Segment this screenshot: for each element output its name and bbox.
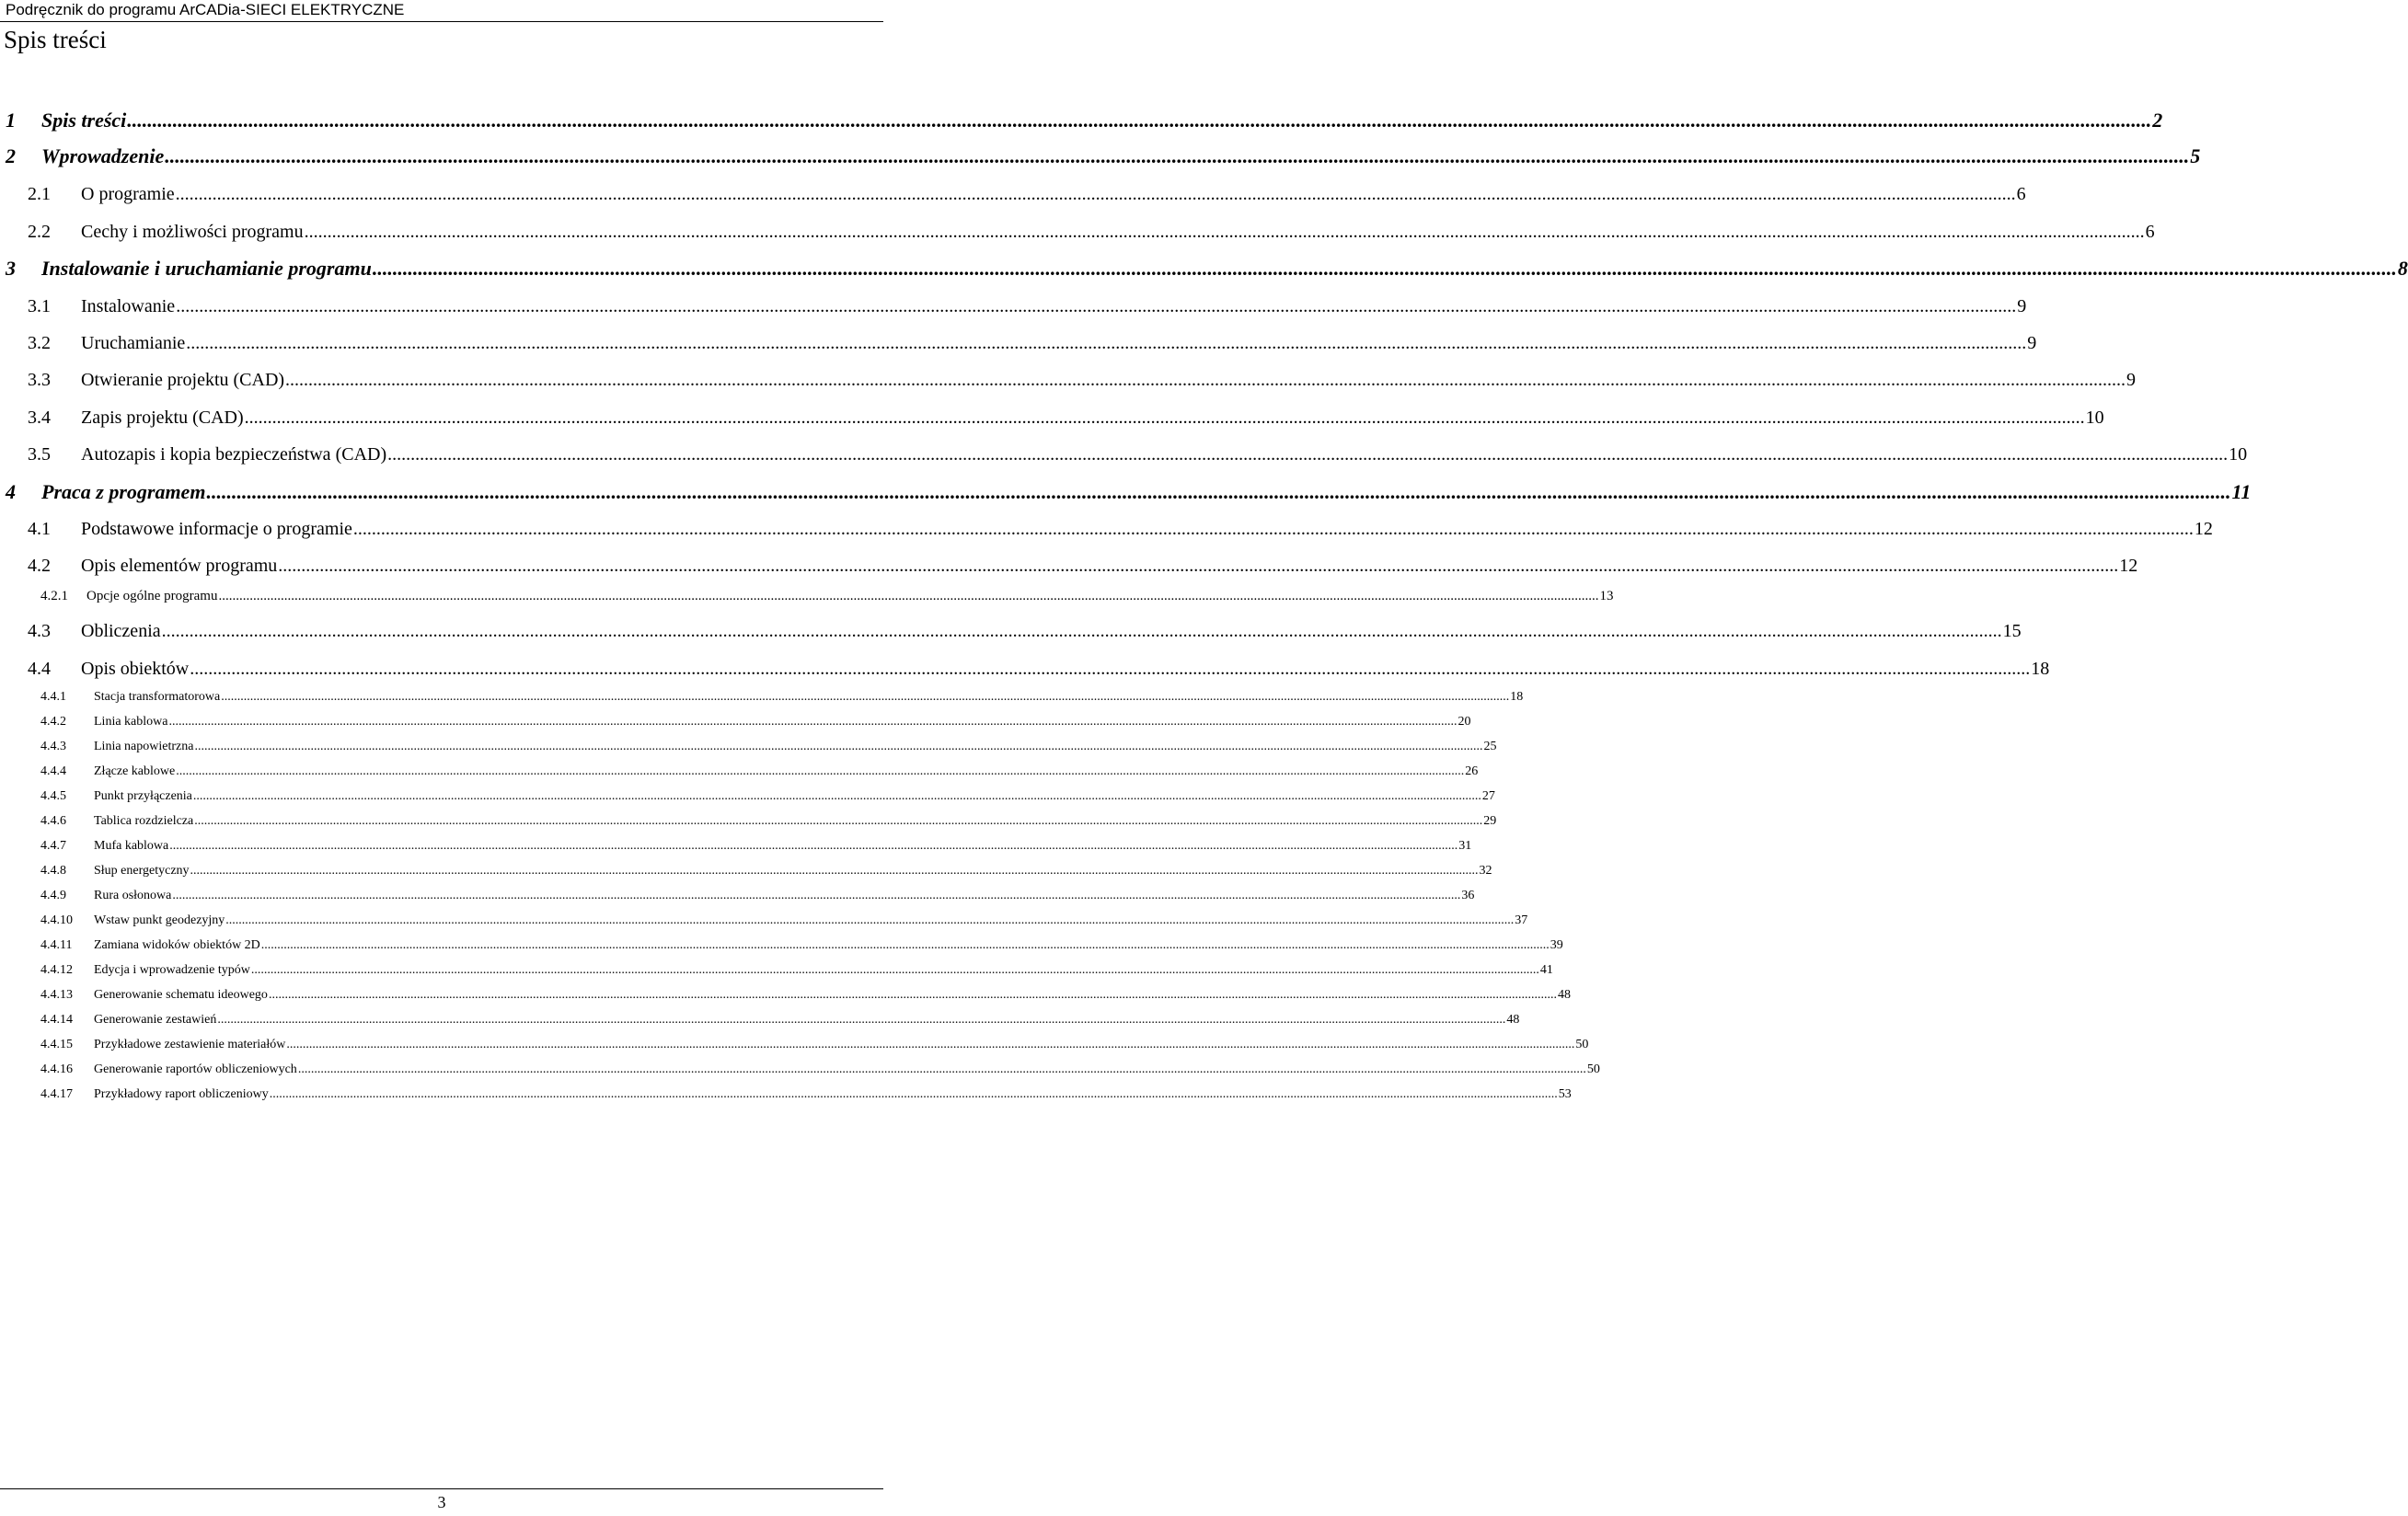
toc-entry-title: Złącze kablowe: [94, 764, 176, 778]
toc-dot-leader: ................................................................................................................................................................................................................................................................................................................................................................................................................: [250, 963, 1539, 977]
toc-entry-number: 4.4.5: [40, 789, 66, 803]
toc-entry-page: 9: [2126, 370, 2137, 390]
toc-entry[interactable]: [6, 255, 2408, 282]
toc-entry-page: 31: [1458, 839, 1472, 853]
toc-entry[interactable]: [40, 887, 1475, 905]
toc-entry-page: 29: [1483, 814, 1497, 828]
toc-dot-leader: ................................................................................................................................................................................................................................................................................................................................................................................................................: [176, 296, 2017, 316]
toc-entry-title: Edycja i wprowadzenie typów: [94, 963, 250, 977]
toc-entry[interactable]: [28, 618, 2022, 644]
toc-entry-title: Obliczenia: [81, 621, 161, 641]
toc-dot-leader: ................................................................................................................................................................................................................................................................................................................................................................................................................: [304, 222, 2145, 242]
toc-entry-number: 4.4.12: [40, 963, 73, 977]
toc-entry-number: 3.5: [28, 444, 51, 465]
toc-entry-number: 4.2.1: [40, 589, 68, 603]
toc-entry-title: Mufa kablowa: [94, 839, 169, 853]
toc-dot-leader: ................................................................................................................................................................................................................................................................................................................................................................................................................: [127, 109, 2152, 132]
toc-entry[interactable]: [28, 405, 2104, 431]
toc-dot-leader: ................................................................................................................................................................................................................................................................................................................................................................................................................: [168, 715, 1457, 729]
toc-entry-title: Przykładowe zestawienie materiałów: [94, 1038, 286, 1051]
toc-entry-number: 4.4.11: [40, 938, 73, 952]
toc-entry-page: 20: [1457, 715, 1471, 729]
toc-entry-number: 3.2: [28, 333, 51, 353]
toc-entry[interactable]: [40, 912, 1528, 930]
toc-entry-page: 37: [1515, 913, 1528, 927]
toc-entry[interactable]: [28, 516, 2213, 542]
toc-entry-page: 5: [2190, 144, 2201, 167]
toc-entry[interactable]: [28, 181, 2026, 207]
toc-entry-page: 18: [2031, 659, 2050, 679]
toc-dot-leader: ................................................................................................................................................................................................................................................................................................................................................................................................................: [285, 370, 2126, 390]
toc-dot-leader: ................................................................................................................................................................................................................................................................................................................................................................................................................: [278, 556, 2119, 576]
toc-dot-leader: ................................................................................................................................................................................................................................................................................................................................................................................................................: [387, 444, 2229, 465]
toc-entry-page: 12: [2194, 519, 2213, 539]
toc-entry-number: 4.2: [28, 556, 51, 576]
toc-entry-title: Wprowadzenie: [41, 144, 165, 167]
toc-entry-title: Zamiana widoków obiektów 2D: [94, 938, 260, 952]
toc-entry[interactable]: [40, 862, 1492, 880]
toc-entry-page: 15: [2002, 621, 2022, 641]
toc-entry-number: 4: [6, 480, 16, 503]
toc-entry[interactable]: [40, 961, 1553, 980]
toc-entry-page: 6: [2145, 222, 2155, 242]
toc-dot-leader: ................................................................................................................................................................................................................................................................................................................................................................................................................: [194, 740, 1483, 753]
toc-entry-page: 41: [1539, 963, 1553, 977]
toc-entry[interactable]: [6, 107, 2163, 134]
toc-dot-leader: ................................................................................................................................................................................................................................................................................................................................................................................................................: [176, 764, 1465, 778]
toc-entry-page: 36: [1461, 889, 1475, 902]
toc-entry-number: 3.1: [28, 296, 51, 316]
toc-entry-title: Punkt przyłączenia: [94, 789, 192, 803]
page-number: 3: [437, 1493, 446, 1511]
toc-entry-title: Cechy i możliwości programu: [81, 222, 304, 242]
toc-entry-number: 4.4.13: [40, 988, 73, 1002]
toc-dot-leader: ................................................................................................................................................................................................................................................................................................................................................................................................................: [218, 589, 1599, 603]
toc-dot-leader: ................................................................................................................................................................................................................................................................................................................................................................................................................: [297, 1062, 1586, 1076]
toc-entry-page: 32: [1479, 864, 1492, 878]
toc-entry-number: 3.4: [28, 408, 51, 428]
toc-entry-page: 53: [1558, 1087, 1572, 1101]
toc-entry-number: 4.1: [28, 519, 51, 539]
toc-entry-number: 4.4.16: [40, 1062, 73, 1076]
toc-entry-title: Generowanie raportów obliczeniowych: [94, 1062, 297, 1076]
toc-entry-page: 10: [2229, 444, 2248, 465]
toc-entry-number: 4.4.3: [40, 740, 66, 753]
toc-dot-leader: ................................................................................................................................................................................................................................................................................................................................................................................................................: [244, 408, 2085, 428]
toc-entry-page: 10: [2085, 408, 2104, 428]
toc-entry-number: 2.1: [28, 184, 51, 204]
toc-entry-title: Podstawowe informacje o programie: [81, 519, 352, 539]
toc-entry-page: 9: [2017, 296, 2027, 316]
toc-entry-title: Generowanie schematu ideowego: [94, 988, 268, 1002]
toc-dot-leader: ................................................................................................................................................................................................................................................................................................................................................................................................................: [165, 144, 2190, 167]
toc-entry-title: Stacja transformatorowa: [94, 690, 221, 704]
toc-dot-leader: ................................................................................................................................................................................................................................................................................................................................................................................................................: [206, 480, 2231, 503]
toc-entry-title: Wstaw punkt geodezyjny: [94, 913, 225, 927]
toc-entry-number: 2: [6, 144, 16, 167]
toc-entry-title: Instalowanie i uruchamianie programu: [41, 257, 372, 280]
toc-entry[interactable]: [40, 738, 1497, 756]
toc-entry-page: 48: [1557, 988, 1571, 1002]
toc-entry-number: 2.2: [28, 222, 51, 242]
toc-entry[interactable]: [40, 1085, 1572, 1104]
toc-entry[interactable]: [40, 1061, 1600, 1079]
toc-entry-number: 4.4: [28, 659, 51, 679]
toc-dot-leader: ................................................................................................................................................................................................................................................................................................................................................................................................................: [269, 1087, 1558, 1101]
toc-entry-page: 50: [1575, 1038, 1589, 1051]
toc-entry-number: 4.4.9: [40, 889, 66, 902]
toc-entry[interactable]: [28, 293, 2027, 319]
toc-entry-title: Słup energetyczny: [94, 864, 190, 878]
toc-dot-leader: ................................................................................................................................................................................................................................................................................................................................................................................................................: [225, 913, 1515, 927]
toc-entry-number: 4.4.8: [40, 864, 66, 878]
toc-entry[interactable]: [28, 330, 2037, 356]
toc-dot-leader: ................................................................................................................................................................................................................................................................................................................................................................................................................: [190, 659, 2031, 679]
toc-entry[interactable]: [40, 812, 1497, 831]
toc-entry[interactable]: [40, 1036, 1589, 1054]
toc-entry[interactable]: [28, 219, 2155, 245]
toc-entry-number: 4.4.17: [40, 1087, 73, 1101]
toc-entry-title: Linia kablowa: [94, 715, 168, 729]
toc-entry-page: 8: [2397, 257, 2408, 280]
toc-entry-title: Opis elementów programu: [81, 556, 278, 576]
toc-entry[interactable]: [40, 1011, 1520, 1029]
toc-entry-number: 1: [6, 109, 16, 132]
toc-dot-leader: ................................................................................................................................................................................................................................................................................................................................................................................................................: [268, 988, 1557, 1002]
toc-entry-title: Opcje ogólne programu: [86, 589, 218, 603]
toc-entry-page: 18: [1510, 690, 1524, 704]
toc-entry-page: 48: [1506, 1013, 1520, 1027]
toc-entry-number: 3.3: [28, 370, 51, 390]
toc-entry-title: Uruchamianie: [81, 333, 186, 353]
toc-entry[interactable]: [6, 143, 2201, 170]
toc-entry[interactable]: [40, 586, 1614, 606]
toc-entry-title: Otwieranie projektu (CAD): [81, 370, 285, 390]
toc-entry-page: 26: [1465, 764, 1479, 778]
toc-dot-leader: ................................................................................................................................................................................................................................................................................................................................................................................................................: [217, 1013, 1506, 1027]
toc-dot-leader: ................................................................................................................................................................................................................................................................................................................................................................................................................: [352, 519, 2194, 539]
toc-entry[interactable]: [40, 713, 1471, 731]
toc-entry-title: Instalowanie: [81, 296, 176, 316]
running-header: Podręcznik do programu ArCADia-SIECI ELEKTRYCZNE: [6, 1, 405, 18]
toc-entry-title: Zapis projektu (CAD): [81, 408, 244, 428]
toc-entry-page: 12: [2119, 556, 2138, 576]
toc-entry[interactable]: [40, 986, 1571, 1005]
toc-dot-leader: ................................................................................................................................................................................................................................................................................................................................................................................................................: [372, 257, 2397, 280]
toc-entry-number: 4.4.15: [40, 1038, 73, 1051]
toc-entry-page: 25: [1483, 740, 1497, 753]
toc-entry-title: Autozapis i kopia bezpieczeństwa (CAD): [81, 444, 387, 465]
toc-dot-leader: ................................................................................................................................................................................................................................................................................................................................................................................................................: [260, 938, 1550, 952]
toc-entry-page: 9: [2027, 333, 2037, 353]
toc-dot-leader: ................................................................................................................................................................................................................................................................................................................................................................................................................: [286, 1038, 1575, 1051]
toc-entry-number: 4.4.7: [40, 839, 66, 853]
toc-entry-page: 50: [1586, 1062, 1600, 1076]
toc-entry-number: 4.4.1: [40, 690, 66, 704]
toc-entry[interactable]: [28, 442, 2248, 467]
toc-entry-title: Linia napowietrzna: [94, 740, 194, 753]
toc-entry-number: 4.4.4: [40, 764, 66, 778]
toc-entry-page: 13: [1599, 589, 1614, 603]
toc-entry-number: 4.4.10: [40, 913, 73, 927]
toc-entry-title: Tablica rozdzielcza: [94, 814, 194, 828]
toc-entry-title: Praca z programem: [41, 480, 206, 503]
toc-entry-page: 11: [2231, 480, 2252, 503]
toc-entry[interactable]: [40, 787, 1495, 806]
toc-entry-number: 4.4.6: [40, 814, 66, 828]
toc-dot-leader: ................................................................................................................................................................................................................................................................................................................................................................................................................: [161, 621, 2002, 641]
toc-entry-page: 27: [1481, 789, 1495, 803]
toc-entry-page: 2: [2152, 109, 2163, 132]
toc-entry-title: Generowanie zestawień: [94, 1013, 217, 1027]
toc-entry[interactable]: [28, 367, 2137, 393]
toc-entry[interactable]: [40, 936, 1563, 955]
toc-entry[interactable]: [6, 478, 2252, 506]
toc-entry-title: Rura osłonowa: [94, 889, 172, 902]
toc-entry[interactable]: [28, 553, 2138, 579]
toc-entry[interactable]: [40, 763, 1479, 781]
toc-entry[interactable]: [40, 688, 1524, 706]
toc-entry-number: 3: [6, 257, 16, 280]
toc-dot-leader: ................................................................................................................................................................................................................................................................................................................................................................................................................: [192, 789, 1481, 803]
toc-dot-leader: ................................................................................................................................................................................................................................................................................................................................................................................................................: [190, 864, 1479, 878]
toc-entry-number: 4.4.14: [40, 1013, 73, 1027]
toc-entry-number: 4.4.2: [40, 715, 66, 729]
toc-entry-title: Opis obiektów: [81, 659, 190, 679]
toc-entry-title: Spis treści: [41, 109, 127, 132]
toc-dot-leader: ................................................................................................................................................................................................................................................................................................................................................................................................................: [221, 690, 1510, 704]
toc-entry[interactable]: [28, 656, 2050, 682]
footer-rule: [0, 1488, 883, 1489]
toc-dot-leader: ................................................................................................................................................................................................................................................................................................................................................................................................................: [194, 814, 1483, 828]
toc-entry-title: Przykładowy raport obliczeniowy: [94, 1087, 269, 1101]
toc-entry-page: 39: [1550, 938, 1563, 952]
toc-dot-leader: ................................................................................................................................................................................................................................................................................................................................................................................................................: [175, 184, 2016, 204]
toc-dot-leader: ................................................................................................................................................................................................................................................................................................................................................................................................................: [172, 889, 1461, 902]
toc-dot-leader: ................................................................................................................................................................................................................................................................................................................................................................................................................: [186, 333, 2027, 353]
toc-dot-leader: ................................................................................................................................................................................................................................................................................................................................................................................................................: [169, 839, 1458, 853]
toc-entry-title: O programie: [81, 184, 175, 204]
toc-entry-page: 6: [2016, 184, 2026, 204]
toc-entry[interactable]: [40, 837, 1472, 856]
toc-entry-number: 4.3: [28, 621, 51, 641]
page-heading: Spis treści: [4, 26, 107, 53]
